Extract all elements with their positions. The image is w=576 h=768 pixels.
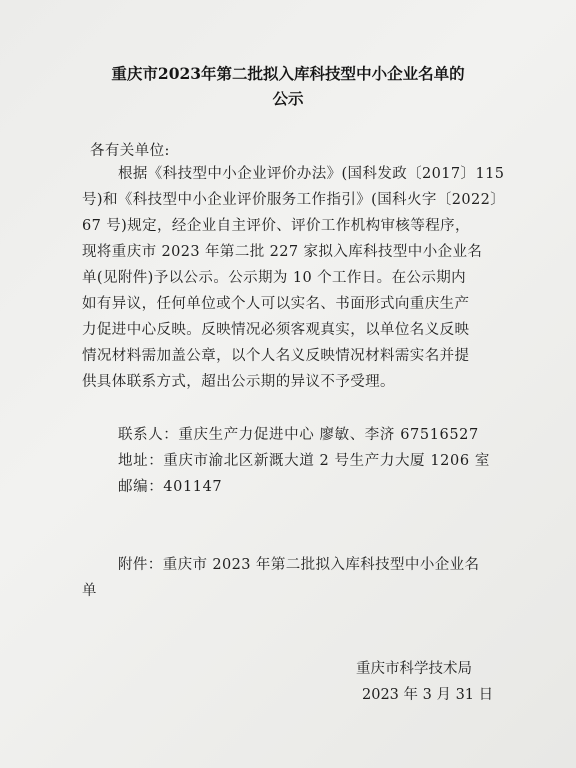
body-line-5: 单(见附件)予以公示。公示期为 10 个工作日。在公示期内 [82,270,467,286]
issue-date: 2023 年 3 月 31 日 [362,687,494,703]
attachment-line-1: 附件：重庆市 2023 年第二批拟入库科技型中小企业名 [118,557,480,573]
attachment-line-2: 单 [82,583,97,599]
body-line-8: 情况材料需加盖公章，以个人名义反映情况材料需实名并提 [82,348,470,364]
body-line-1: 根据《科技型中小企业评价办法》(国科发政〔2017〕115 [118,166,505,182]
contact-postcode: 邮编：401147 [118,479,223,495]
contact-person: 联系人：重庆生产力促进中心 廖敏、李济 67516527 [118,427,479,443]
body-line-2: 号)和《科技型中小企业评价服务工作指引》(国科火字〔2022〕 [82,192,506,208]
body-line-7: 力促进中心反映。反映情况必须客观真实，以单位名义反映 [82,322,470,338]
body-line-4: 现将重庆市 2023 年第二批 227 家拟入库科技型中小企业名 [82,244,483,260]
title-line-2: 公示 [272,89,304,108]
contact-address: 地址：重庆市渝北区新溉大道 2 号生产力大厦 1206 室 [118,453,490,469]
document-title [60,61,516,111]
salutation: 各有关单位: [90,143,170,159]
body-line-3: 67 号)规定，经企业自主评价、评价工作机构审核等程序， [82,218,470,234]
issuing-organization: 重庆市科学技术局 [356,661,472,677]
body-line-6: 如有异议，任何单位或个人可以实名、书面形式向重庆生产 [82,296,470,312]
body-line-9: 供具体联系方式，超出公示期的异议不予受理。 [82,374,395,390]
title-line-1: 重庆市2023年第二批拟入库科技型中小企业名单的 [111,64,465,83]
